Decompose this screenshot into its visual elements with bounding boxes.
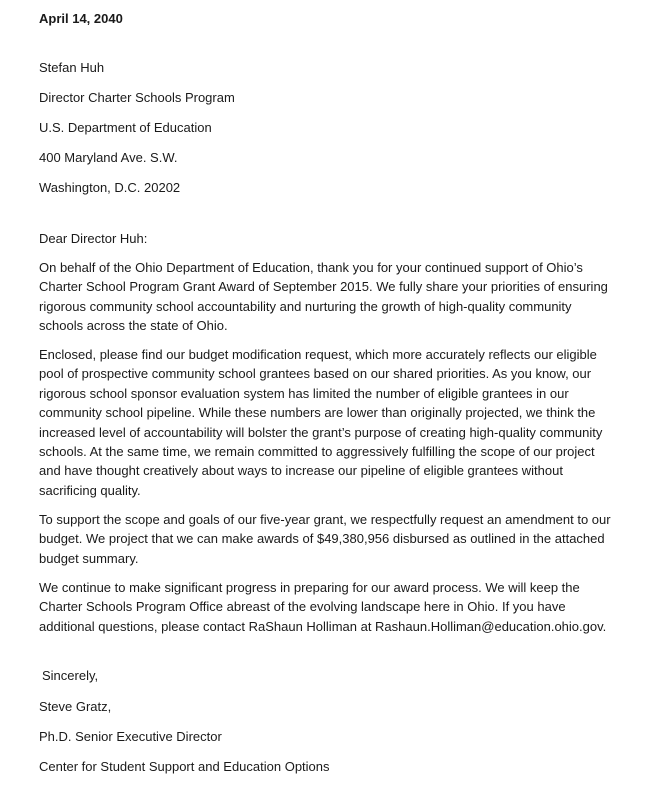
body-paragraph-3: [39, 510, 639, 568]
recipient-name: Stefan Huh: [39, 60, 105, 75]
signer-title: Ph.D. Senior Executive Director: [39, 729, 222, 744]
paragraph-line: budget. We project that we can make awards of $49,380,956 disbursed as outlined in the attached: [39, 531, 605, 547]
paragraph-line: Enclosed, please find our budget modification request, which more accurately reflects our eligible: [39, 347, 597, 362]
recipient-city: Washington, D.C. 20202: [39, 180, 181, 195]
paragraph-line: sacrificing quality.: [39, 482, 141, 498]
recipient-title: Director Charter Schools Program: [39, 90, 235, 105]
paragraph-line: increased level of accountability will bolster the grant’s purpose of creating high-quality community: [39, 424, 603, 440]
paragraph-line: rigorous community school accountability and nurturing the growth of high-quality community: [39, 298, 572, 314]
paragraph-line: To support the scope and goals of our five-year grant, we respectfully request an amendment to our: [39, 512, 611, 527]
body-paragraph-4: [39, 578, 639, 636]
paragraph-line: budget summary.: [39, 550, 139, 566]
body-paragraph-2: [39, 345, 639, 500]
closing: Sincerely,: [42, 668, 99, 683]
recipient-street: 400 Maryland Ave. S.W.: [39, 150, 178, 165]
paragraph-line: pool of prospective community school grantees based on our shared priorities. As you know, our: [39, 366, 592, 382]
paragraph-line: additional questions, please contact RaShaun Holliman at Rashaun.Holliman@education.ohio.gov.: [39, 618, 607, 634]
paragraph-line: On behalf of the Ohio Department of Education, thank you for your continued support of Ohio’s: [39, 260, 583, 275]
body-paragraph-1: [39, 258, 639, 336]
paragraph-line: schools. At the same time, we remain committed to aggressively fulfilling the scope of our project: [39, 444, 595, 460]
paragraph-line: schools across the state of Ohio.: [39, 318, 228, 334]
recipient-organization: U.S. Department of Education: [39, 120, 212, 135]
salutation: Dear Director Huh:: [39, 231, 148, 246]
letter-date: April 14, 2040: [39, 11, 123, 26]
signer-name: Steve Gratz,: [39, 699, 112, 714]
signer-office: Center for Student Support and Education Options: [39, 759, 330, 774]
paragraph-line: Charter School Program Grant Award of September 2015. We fully share your priorities of ensuring: [39, 279, 608, 295]
paragraph-line: Charter Schools Program Office abreast of the evolving landscape here in Ohio. If you have: [39, 599, 566, 615]
paragraph-line: rigorous school sponsor evaluation system has limited the number of eligible grantees in our: [39, 385, 569, 401]
paragraph-line: and have thought creatively about ways to increase our pipeline of eligible grantees without: [39, 463, 563, 479]
paragraph-line: community school pipeline. While these numbers are lower than originally projected, we think the: [39, 405, 596, 421]
paragraph-line: We continue to make significant progress in preparing for our award process. We will keep the: [39, 580, 580, 595]
